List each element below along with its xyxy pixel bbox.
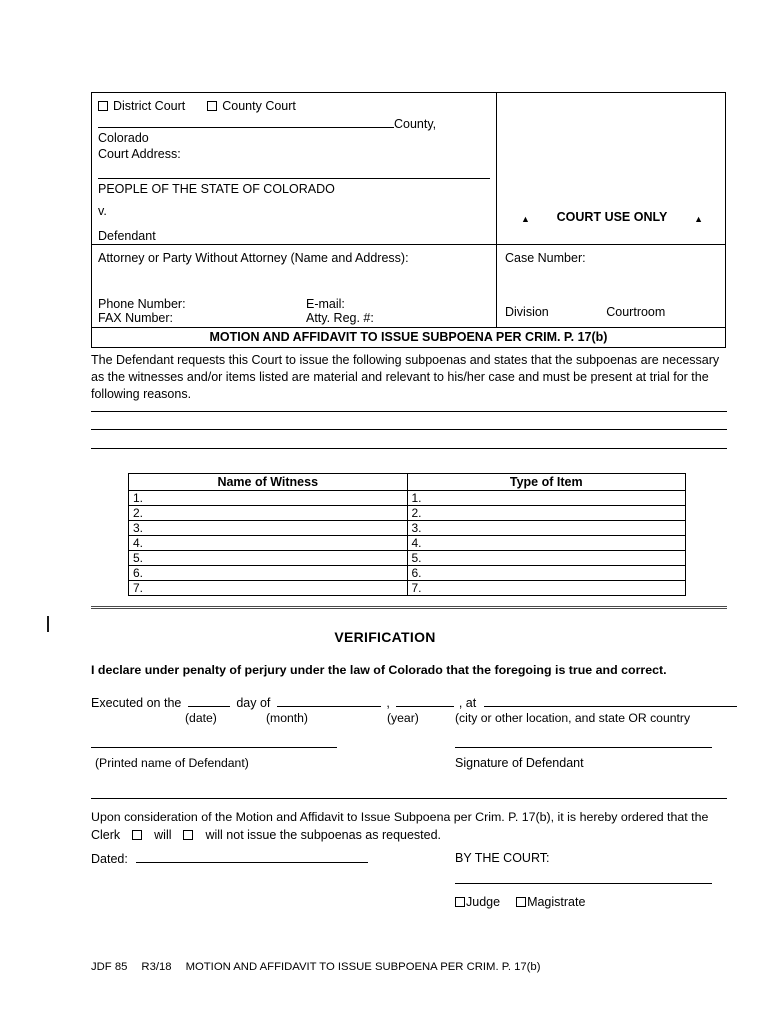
- item-cell-1[interactable]: [407, 491, 686, 506]
- month-hint: (month): [266, 711, 308, 725]
- date-hint: (date): [185, 711, 217, 725]
- triangle-up-icon: ▲: [694, 214, 703, 224]
- witness-cell-1[interactable]: [129, 491, 408, 506]
- reason-line-3[interactable]: [91, 448, 727, 449]
- table-row: [129, 581, 686, 596]
- attorney-blank-area[interactable]: [98, 265, 490, 297]
- table-row: [129, 551, 686, 566]
- will-checkbox[interactable]: [132, 830, 142, 840]
- dated-row: [91, 851, 368, 866]
- dated-blank[interactable]: [136, 851, 368, 863]
- row-number: 7.: [133, 581, 144, 595]
- reason-line-1[interactable]: [91, 411, 727, 412]
- defendant-signature-blank[interactable]: [455, 747, 712, 748]
- day-of-label: day of: [236, 696, 271, 710]
- district-court-checkbox[interactable]: [98, 101, 108, 111]
- versus-label: v.: [98, 204, 107, 218]
- signature-label: Signature of Defendant: [455, 756, 584, 770]
- triangle-up-icon: ▲: [521, 214, 530, 224]
- executed-prefix: Executed on the: [91, 696, 182, 710]
- form-revision: R3/18: [141, 961, 172, 973]
- division-label: Division: [505, 305, 549, 319]
- table-row: [129, 506, 686, 521]
- form-footer: [91, 961, 540, 973]
- will-label: will: [154, 828, 172, 842]
- court-caption-cell: [92, 93, 497, 245]
- attorney-label: Attorney or Party Without Attorney (Name and Address):: [98, 251, 409, 265]
- form-title: MOTION AND AFFIDAVIT TO ISSUE SUBPOENA PER CRIM. P. 17(b): [209, 330, 608, 344]
- row-number: 6.: [133, 566, 144, 580]
- witness-cell-6[interactable]: [129, 566, 408, 581]
- fax-attyreg-row: [98, 311, 490, 325]
- county-court-label: County Court: [222, 99, 296, 113]
- row-number: 1.: [133, 491, 144, 505]
- judge-checkbox[interactable]: [455, 897, 465, 907]
- plaintiff-label: PEOPLE OF THE STATE OF COLORADO: [98, 182, 335, 196]
- county-court-checkbox[interactable]: [207, 101, 217, 111]
- court-use-only-cell: [497, 93, 725, 245]
- row-number: 5.: [133, 551, 144, 565]
- atty-reg-label: Atty. Reg. #:: [306, 311, 374, 325]
- magistrate-checkbox[interactable]: [516, 897, 526, 907]
- perjury-declaration: I declare under penalty of perjury under the law of Colorado that the foregoing is true and correct.: [91, 663, 667, 677]
- by-the-court-label: BY THE COURT:: [455, 851, 550, 865]
- row-number: 6.: [411, 566, 422, 580]
- order-divider: [91, 798, 727, 799]
- row-number: 7.: [411, 581, 422, 595]
- order-paragraph: [91, 809, 739, 844]
- defendant-label: Defendant: [98, 229, 156, 243]
- day-blank[interactable]: [188, 695, 230, 707]
- fax-label: FAX Number:: [98, 311, 174, 325]
- at-label: , at: [458, 696, 477, 710]
- row-number: 4.: [411, 536, 422, 550]
- case-number-label: Case Number:: [505, 251, 586, 265]
- row-number: 1.: [411, 491, 422, 505]
- phone-email-row: [98, 297, 490, 311]
- county-name-blank[interactable]: [98, 116, 394, 128]
- caption-table: [91, 92, 726, 348]
- item-cell-7[interactable]: [407, 581, 686, 596]
- division-courtroom-row: [505, 305, 717, 319]
- item-cell-3[interactable]: [407, 521, 686, 536]
- year-hint: (year): [387, 711, 419, 725]
- witness-cell-2[interactable]: [129, 506, 408, 521]
- location-blank[interactable]: [484, 695, 737, 707]
- item-cell-2[interactable]: [407, 506, 686, 521]
- reason-line-2[interactable]: [91, 429, 727, 430]
- judge-magistrate-row: [455, 895, 585, 909]
- order-text: Upon consideration of the Motion and Affidavit to Issue Subpoena per Crim. P. 17(b), it is hereby ordered that the: [91, 810, 709, 824]
- witness-column-header: Name of Witness: [129, 474, 408, 491]
- magistrate-label: Magistrate: [527, 895, 586, 909]
- witness-cell-4[interactable]: [129, 536, 408, 551]
- district-court-label: District Court: [113, 99, 186, 113]
- email-label: E-mail:: [306, 297, 345, 311]
- year-blank[interactable]: [396, 695, 454, 707]
- row-number: 4.: [133, 536, 144, 550]
- phone-label: Phone Number:: [98, 297, 186, 311]
- comma: ,: [386, 696, 390, 710]
- court-type-row: [98, 99, 490, 113]
- witness-cell-5[interactable]: [129, 551, 408, 566]
- printed-name-hint: (Printed name of Defendant): [95, 756, 249, 770]
- row-number: 5.: [411, 551, 422, 565]
- row-number: 2.: [133, 506, 144, 520]
- court-address-blank[interactable]: [98, 162, 490, 179]
- dated-label: Dated:: [91, 852, 128, 866]
- county-row: [98, 116, 490, 145]
- witness-table: [128, 473, 686, 596]
- footer-title: MOTION AND AFFIDAVIT TO ISSUE SUBPOENA PER CRIM. P. 17(b): [185, 961, 541, 973]
- court-signature-blank[interactable]: [455, 883, 712, 884]
- order-options-row: [91, 827, 739, 844]
- will-not-checkbox[interactable]: [183, 830, 193, 840]
- item-column-header: Type of Item: [407, 474, 686, 491]
- location-hint: (city or other location, and state OR country: [455, 711, 691, 725]
- table-row: [129, 566, 686, 581]
- row-number: 3.: [411, 521, 422, 535]
- executed-line: [91, 695, 751, 710]
- will-not-label: will not issue the subpoenas as requested.: [205, 828, 442, 842]
- table-row: [129, 491, 686, 506]
- month-blank[interactable]: [277, 695, 381, 707]
- item-cell-6[interactable]: [407, 566, 686, 581]
- court-address-label: Court Address:: [98, 147, 181, 161]
- court-use-only-label: COURT USE ONLY: [556, 210, 668, 224]
- item-cell-4[interactable]: [407, 536, 686, 551]
- row-number: 2.: [411, 506, 422, 520]
- witness-cell-7[interactable]: [129, 581, 408, 596]
- printed-name-blank[interactable]: [91, 747, 337, 748]
- item-cell-5[interactable]: [407, 551, 686, 566]
- form-number: JDF 85: [91, 961, 128, 973]
- witness-table-header-row: [129, 474, 686, 491]
- courtroom-label: Courtroom: [606, 305, 666, 319]
- table-row: [129, 536, 686, 551]
- motion-intro-paragraph: The Defendant requests this Court to issue the following subpoenas and states that the subpoenas are necessary as the witnesses and/or items listed are material and relevant to his/her case and must be present at trial for the following reasons.: [91, 353, 720, 401]
- section-divider: [91, 606, 727, 609]
- row-number: 3.: [133, 521, 144, 535]
- witness-cell-3[interactable]: [129, 521, 408, 536]
- attorney-cell: [92, 245, 497, 328]
- table-row: [129, 521, 686, 536]
- verification-heading: VERIFICATION: [334, 629, 436, 645]
- case-number-cell: [497, 245, 725, 328]
- county-colorado-label: County, Colorado: [98, 117, 437, 145]
- clerk-label: Clerk: [91, 828, 121, 842]
- judge-label: Judge: [466, 895, 501, 909]
